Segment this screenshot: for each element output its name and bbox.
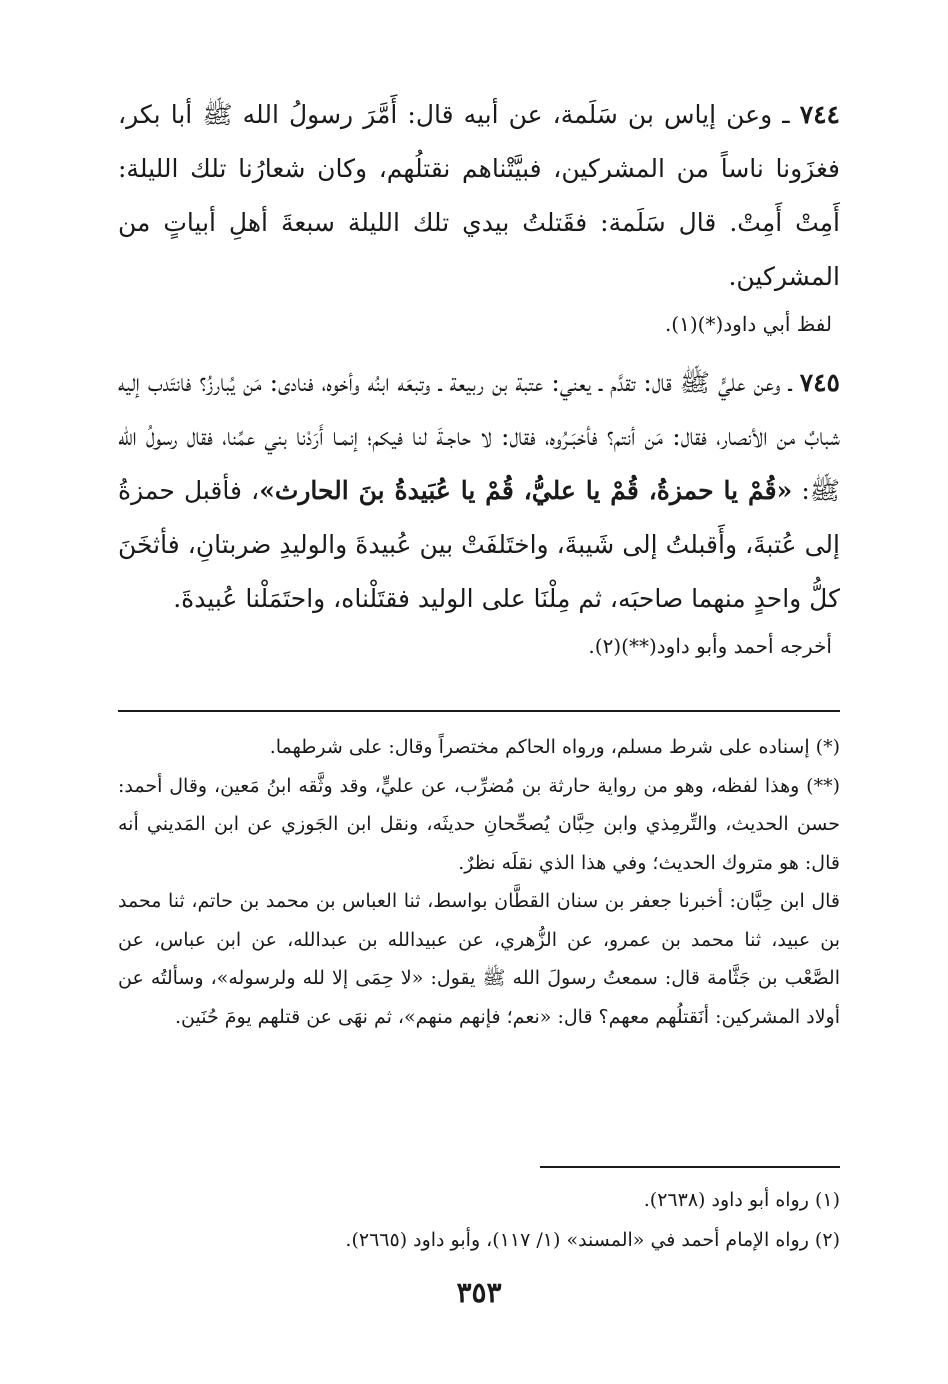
hadith-text: ـ وعن عليٍّ ﷺ قال: تقدَّم ـ يعني: عتبة بن ربيعة ـ وتبعَه ابنُه وأخوه، فنادى: مَن يُبارزُ؟ فانتَدب إليه شبابٌ من الأنصار، فقال: مَن أنتم؟ فأخبَـرُوه، فقال: لا حاجـةَ لنا فيكم؛ إنمـا أَرَدْنا بني عمِّنا، فقال رسولُ الله ﷺ:	[118, 368, 840, 505]
hadith-source: لفظ أبي داود(*)(١).	[664, 312, 832, 336]
editor-note: (**) وهذا لفظه، وهو من رواية حارثة بن مُضرِّب، عن عليٍّ، وقد وثَّقه ابنُ مَعين، وقال أحمد: حسن الحديث، والتِّرمِذي وابن حِبَّان يُصحِّحانِ حديثَه، ونقل ابن الجَوزي عن ابن المَديني أنه قال: هو متروك الحديث؛ وفي هذا الذي نقلَه نظرٌ.	[118, 774, 840, 874]
hadith-text: ـ وعن إياس بن سَلَمة، عن أبيه قال: أَمَّرَ رسولُ الله ﷺ أبا بكر، فغزَونا ناساً من المشركين، فبيَّتْناهم نقتلُهم، وكان شعارُنا تلك الليلة: أَمِتْ أَمِتْ. قال سَلَمة: فقَتلتُ بيدي تلك الليلة سبعةَ أهلِ أبياتٍ من المشركين.	[118, 100, 840, 291]
footnote: (١) رواه أبو داود (٢٦٣٨).	[643, 1189, 840, 1211]
footnotes-divider	[540, 1166, 840, 1168]
footnote: (٢) رواه الإمام أحمد في «المسند» (١/ ١١٧)، وأبو داود (٢٦٦٥).	[345, 1229, 840, 1251]
hadith-source: أخرجه أحمد وأبو داود(**)(٢).	[588, 634, 832, 658]
hadith-text: ، فأقبل حمزةُ إلى عُتبةَ، وأَقبلتُ إلى شَيبةَ، واختَلفَتْ بين عُبيدةَ والوليدِ ضربتانِ، فأثخَنَ كلُّ واحدٍ منهما صاحبَه، ثم مِلْنَا على الوليد فقتَلْناه، واحتَمَلْنا عُبيدةَ.	[118, 476, 840, 613]
hadith-number: ٧٤٥	[799, 368, 840, 397]
editor-notes	[118, 728, 840, 1036]
notes-divider	[118, 710, 840, 712]
hadith-744	[118, 88, 840, 304]
hadith-number: ٧٤٤	[799, 100, 840, 129]
book-page	[118, 88, 840, 1338]
editor-note: قال ابن حِبَّان: أخبرنا جعفر بن سنان القطَّان بواسط، ثنا العباس بن محمد بن حاتم، ثنا محمد بن عبيد، ثنا محمد بن عمرو، عن الزُّهري، عن عبيدالله بن عبدالله، عن ابن عباس، عن الصَّعْب بن جَثَّامة قال: سمعتُ رسولَ الله ﷺ يقول: «لا حِمَى إلا لله ولرسوله»، وسألتُه عن أولاد المشركين: أنَقتلُهم معهم؟ قال: «نعم؛ فإنهم منهم»، ثم نهَى عن قتلهم يومَ حُنَين.	[118, 890, 840, 1028]
footnotes	[118, 1180, 840, 1260]
hadith-quote: «قُمْ يا حمزةُ، قُمْ يا عليُّ، قُمْ يا عُبَيدةُ بنَ الحارث»	[259, 476, 793, 505]
hadith-745	[118, 356, 840, 626]
editor-note: (*) إسناده على شرط مسلم، ورواه الحاكم مختصراً وقال: على شرطهما.	[269, 736, 840, 758]
page-number: ٣٥٣	[456, 1276, 502, 1309]
